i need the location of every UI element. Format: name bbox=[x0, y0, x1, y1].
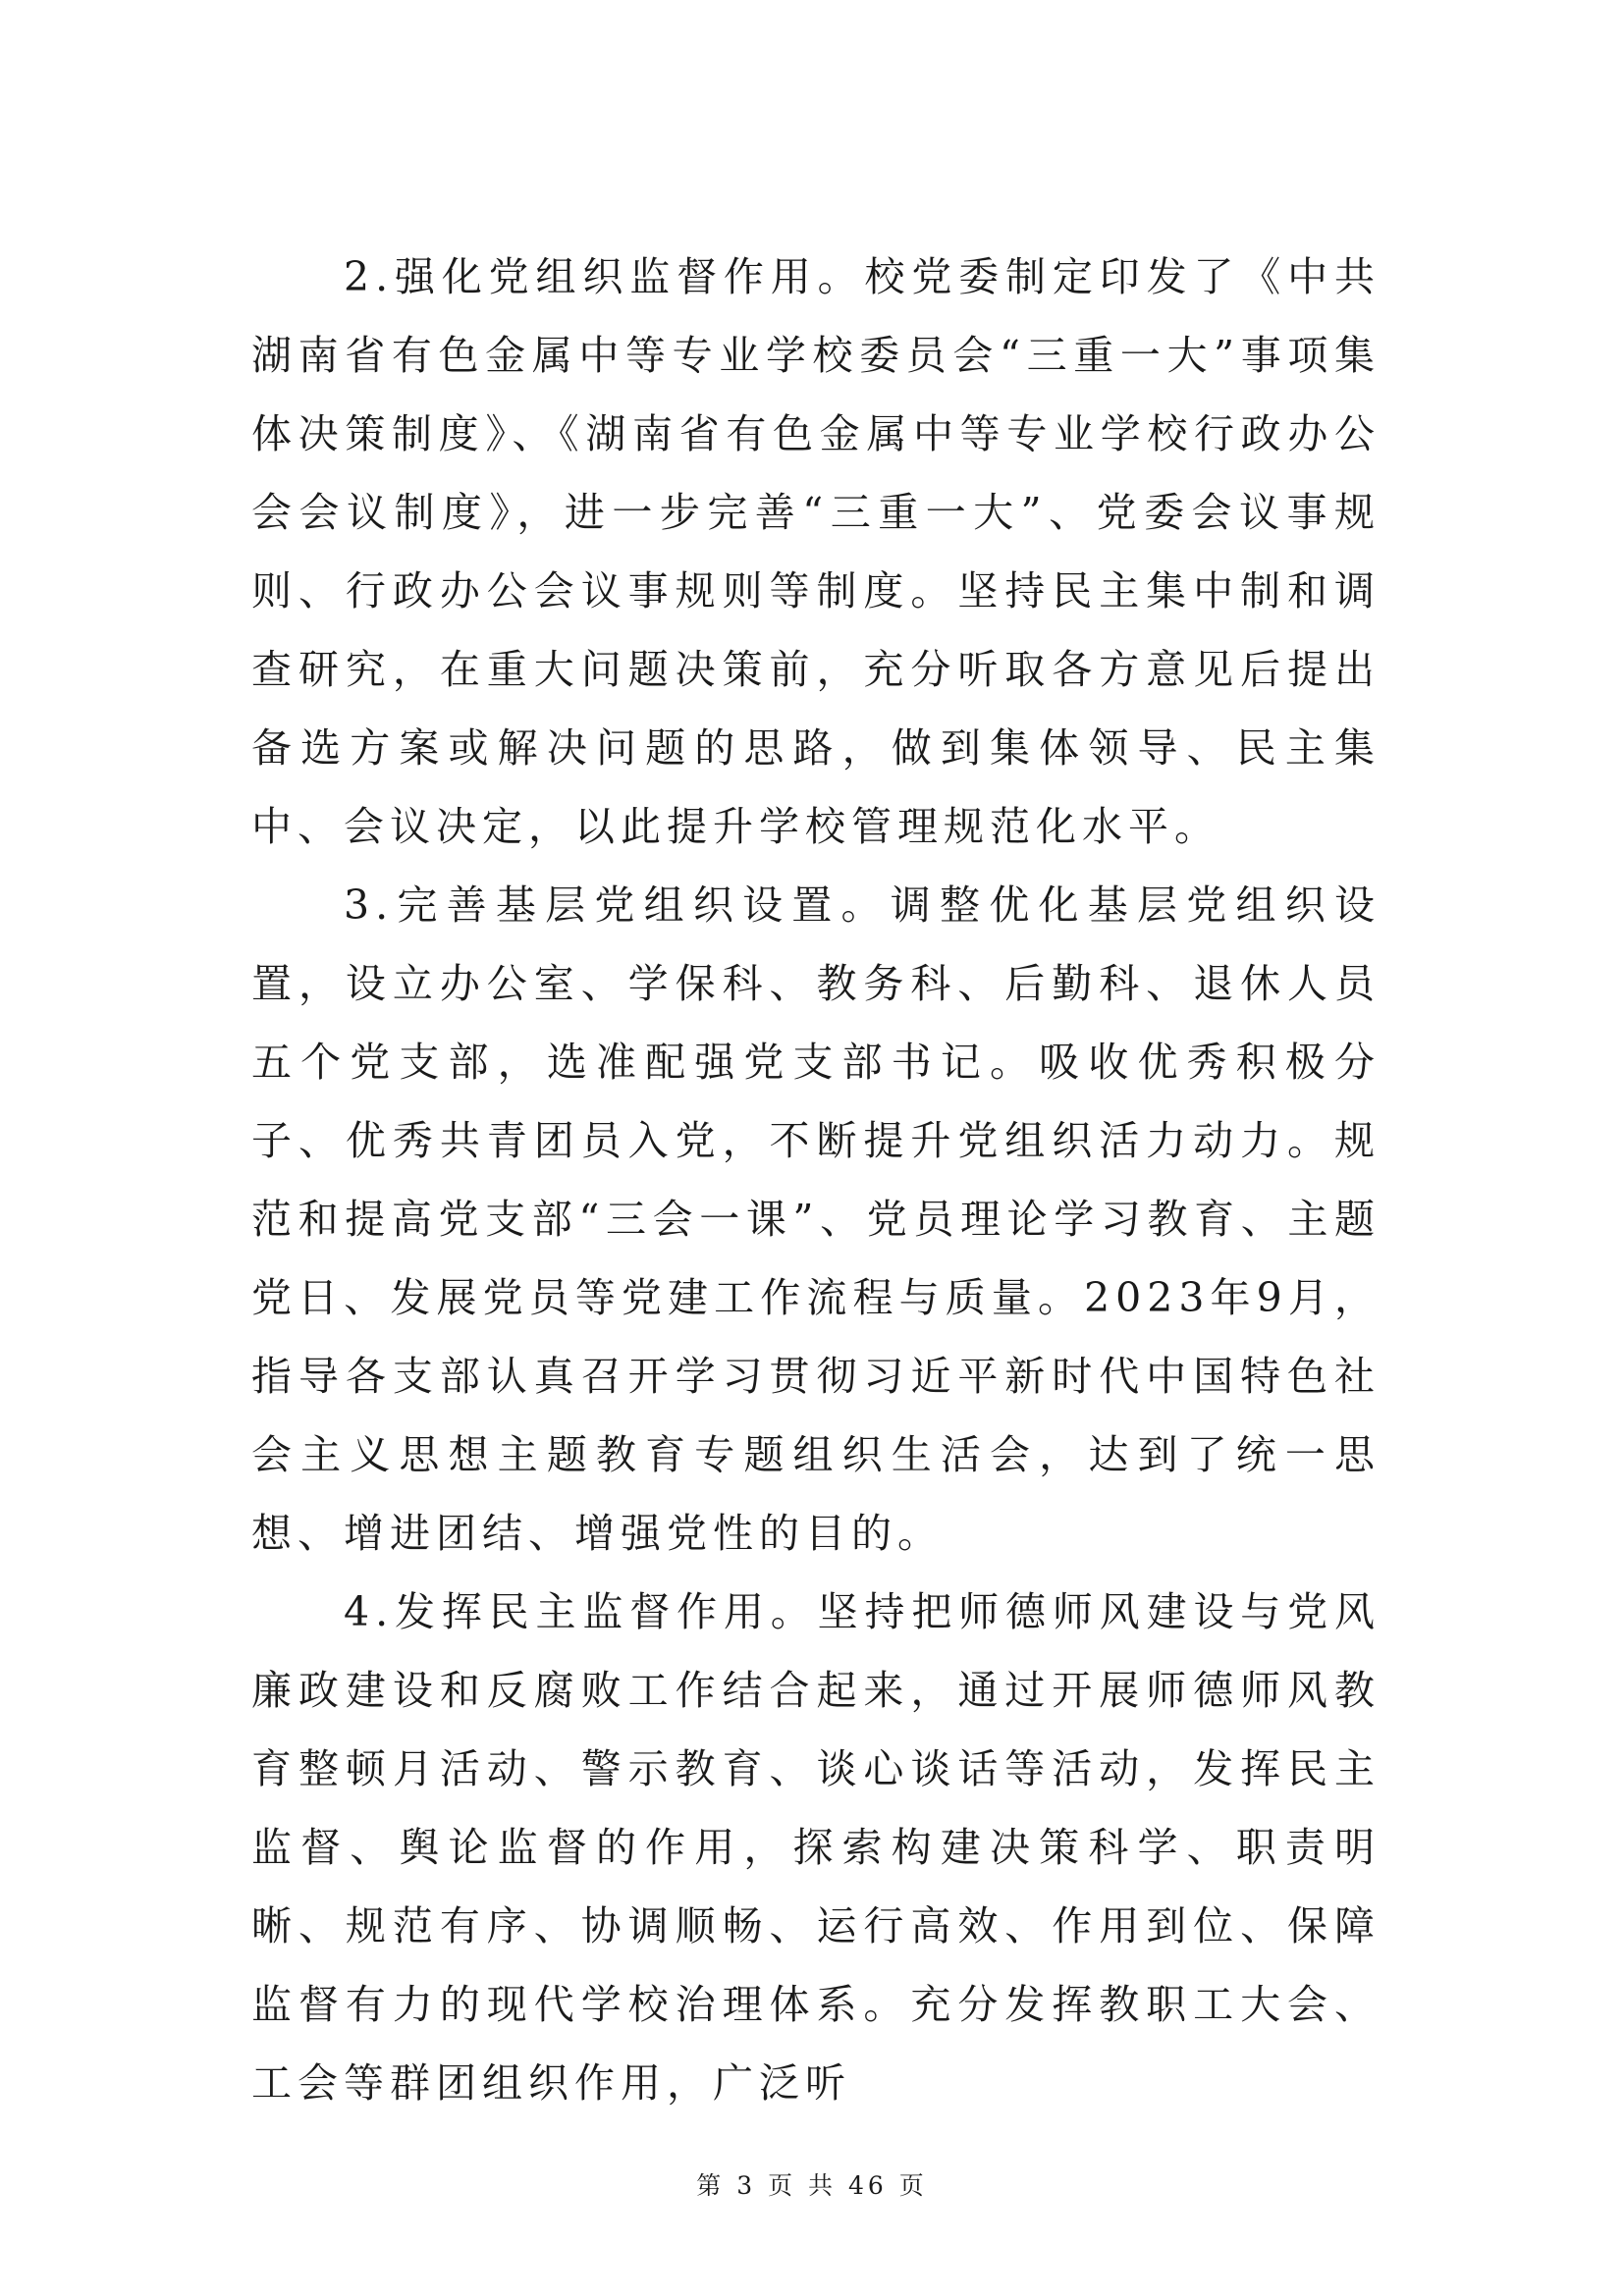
body-text bbox=[251, 238, 1380, 2122]
footer-suffix: 页 bbox=[898, 2171, 928, 2200]
footer-middle: 页 共 bbox=[768, 2171, 838, 2200]
footer-total-pages: 46 bbox=[847, 2171, 888, 2200]
paragraph-2: 2.强化党组织监督作用。校党委制定印发了《中共湖南省有色金属中等专业学校委员会“三重一大”事项集体决策制度》、《湖南省有色金属中等专业学校行政办公会会议制度》，进一步完善“三重一大”、党委会议事规则、行政办公会议事规则等制度。坚持民主集中制和调查研究，在重大问题决策前，充分听取各方意见后提出备选方案或解决问题的思路，做到集体领导、民主集中、会议决定，以此提升学校管理规范化水平。 bbox=[251, 253, 1380, 850]
page-footer bbox=[0, 2166, 1624, 2202]
footer-prefix: 第 bbox=[696, 2171, 726, 2200]
paragraph-4: 4.发挥民主监督作用。坚持把师德师风建设与党风廉政建设和反腐败工作结合起来，通过开展师德师风教育整顿月活动、警示教育、谈心谈话等活动，发挥民主监督、舆论监督的作用，探索构建决策科学、职责明晰、规范有序、协调顺畅、运行高效、作用到位、保障监督有力的现代学校治理体系。充分发挥教职工大会、工会等群团组织作用，广泛听 bbox=[251, 1588, 1380, 2107]
footer-page-number: 3 bbox=[736, 2171, 757, 2200]
paragraph-3: 3.完善基层党组织设置。调整优化基层党组织设置，设立办公室、学保科、教务科、后勤科、退休人员五个党支部，选准配强党支部书记。吸收优秀积极分子、优秀共青团员入党，不断提升党组织活力动力。规范和提高党支部“三会一课”、党员理论学习教育、主题党日、发展党员等党建工作流程与质量。2023年9月，指导各支部认真召开学习贯彻习近平新时代中国特色社会主义思想主题教育专题组织生活会，达到了统一思想、增进团结、增强党性的目的。 bbox=[251, 881, 1380, 1557]
